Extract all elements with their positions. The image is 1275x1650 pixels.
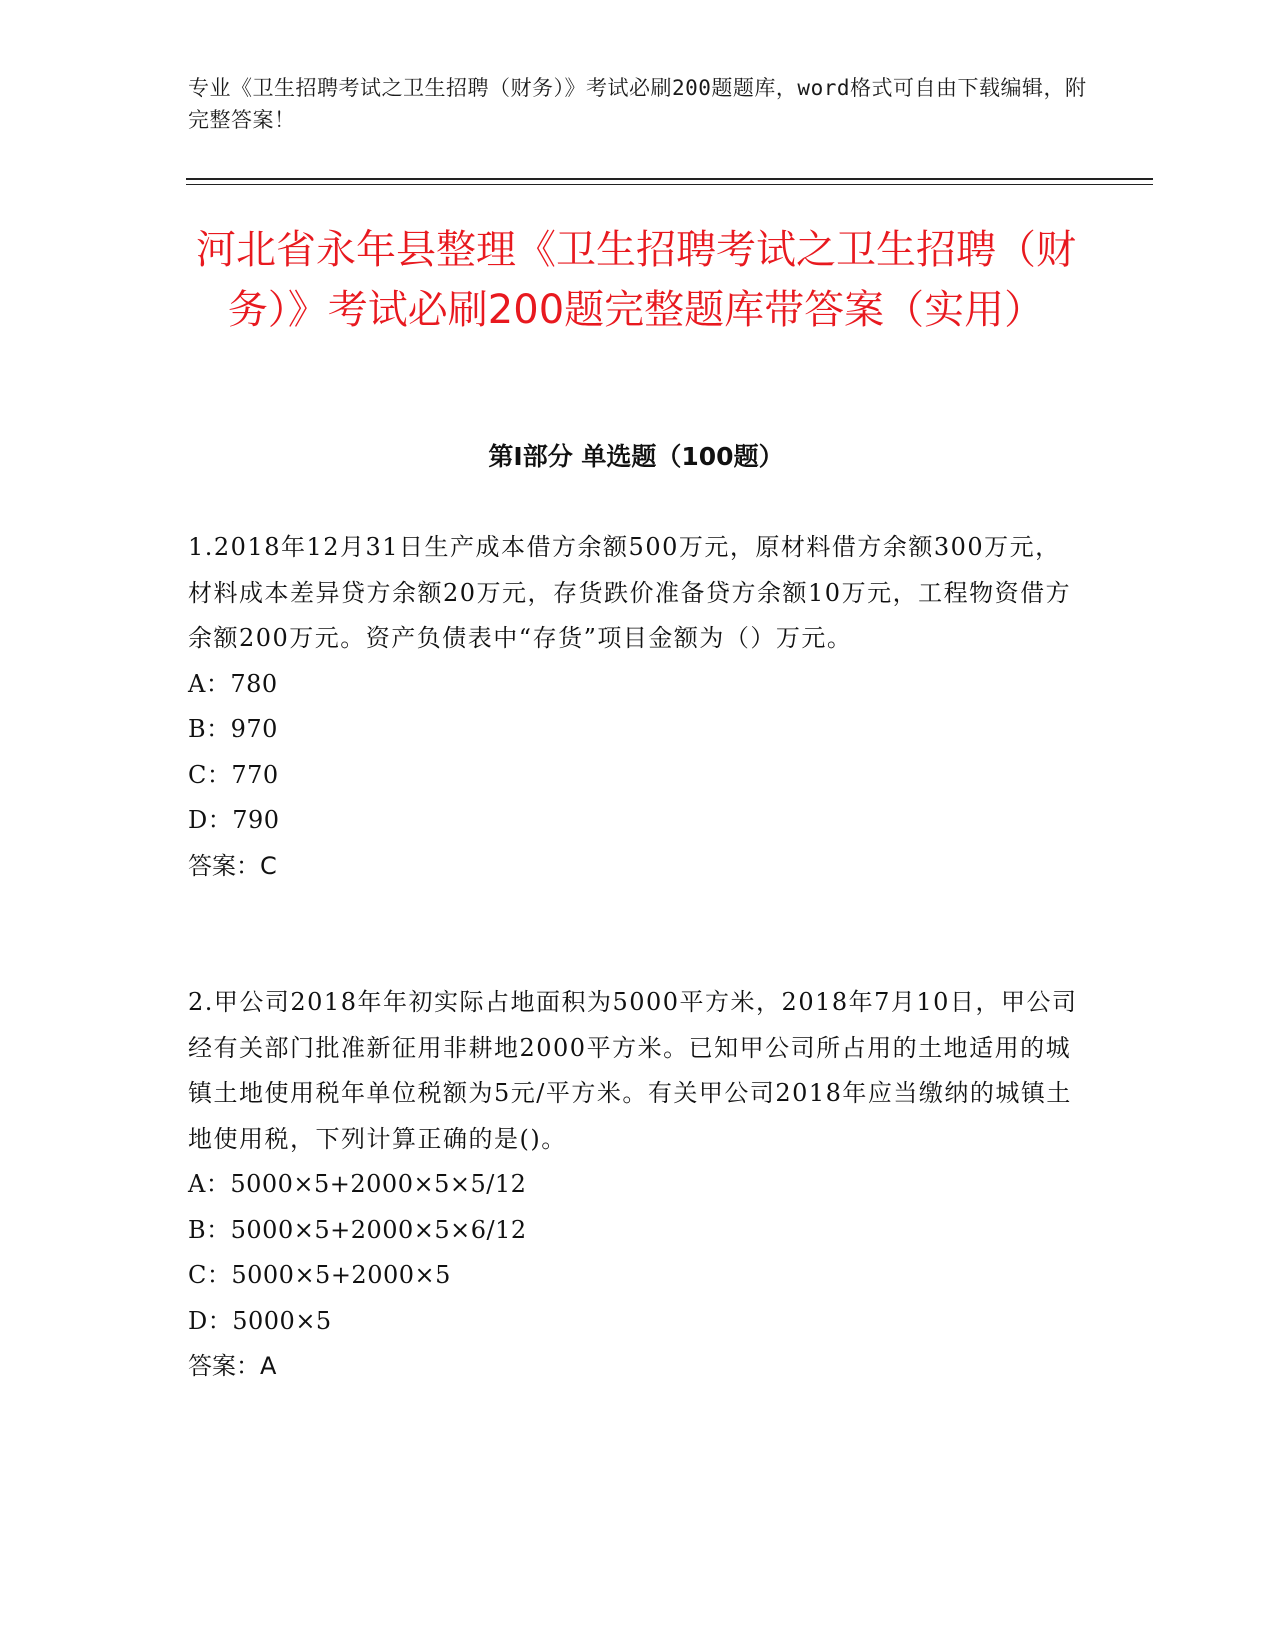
header-divider-thick xyxy=(186,178,1153,180)
answer: 答案：C xyxy=(188,851,277,880)
question-stem: 2.甲公司2018年年初实际占地面积为5000平方米，2018年7月10日，甲公司经有关部门批准新征用非耕地2000平方米。已知甲公司所占用的土地适用的城镇土地使用税年单位税额为5元/平方米。有关甲公司2018年应当缴纳的城镇土地使用税，下列计算正确的是()。 xyxy=(188,988,1078,1153)
option-c: C：5000×5+2000×5 xyxy=(188,1261,451,1289)
question-1 xyxy=(188,525,1083,889)
document-title: 河北省永年县整理《卫生招聘考试之卫生招聘（财务）》考试必刷200题完整题库带答案（实用） xyxy=(196,227,1076,333)
option-d: D：5000×5 xyxy=(188,1306,332,1335)
option-a: A：780 xyxy=(188,669,278,698)
question-2 xyxy=(188,980,1083,1390)
header-divider-thin xyxy=(186,184,1153,185)
section-title: 第I部分 单选题（100题） xyxy=(488,442,784,471)
question-stem: 1.2018年12月31日生产成本借方余额500万元，原材料借方余额300万元，材料成本差异贷方余额20万元，存货跌价准备贷方余额10万元，工程物资借方余额200万元。资产负债表中“存货”项目金额为（）万元。 xyxy=(188,533,1072,652)
option-b: B：5000×5+2000×5×6/12 xyxy=(188,1215,527,1244)
option-a: A：5000×5+2000×5×5/12 xyxy=(188,1170,527,1198)
option-d: D：790 xyxy=(188,806,280,834)
option-c: C：770 xyxy=(188,760,279,789)
header-note: 专业《卫生招聘考试之卫生招聘（财务）》考试必刷200题题库，word格式可自由下载编辑，附完整答案！ xyxy=(188,76,1087,132)
answer: 答案：A xyxy=(188,1352,277,1380)
option-b: B：970 xyxy=(188,715,278,743)
